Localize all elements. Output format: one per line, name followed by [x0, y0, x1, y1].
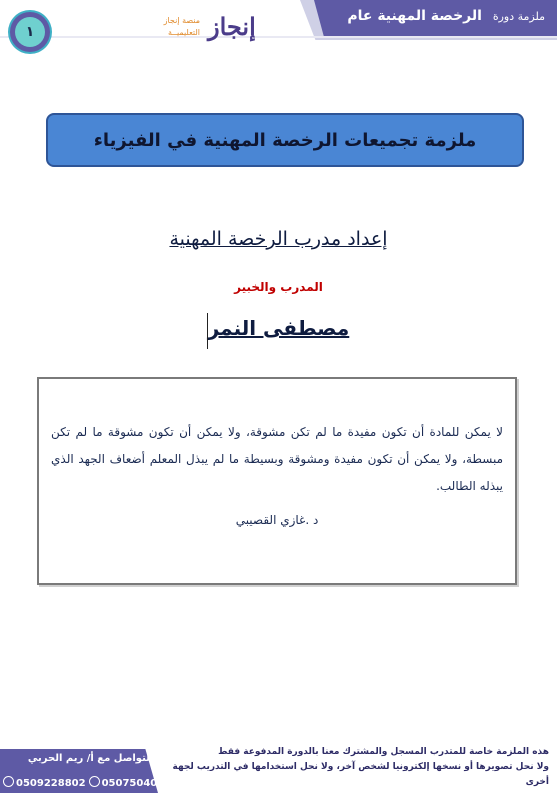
- page-number-badge: [10, 12, 50, 52]
- phone-number-2: 0507504044: [101, 778, 172, 789]
- quote-box: [37, 377, 517, 585]
- whatsapp-icon: [89, 776, 100, 787]
- title-box: [46, 113, 524, 167]
- contact-label: للتواصل مع أ/ ريم الحربي: [27, 753, 154, 764]
- header-title-text: الرخصة المهنية عام: [347, 8, 482, 24]
- header-subtitle: ملزمة دورة: [492, 10, 545, 23]
- header-title: [347, 8, 545, 24]
- logo-line1: منصة إنجاز: [163, 16, 200, 25]
- footer-notice-line1: هذه الملزمة خاصة للمتدرب المسجل والمشترك معنا بالدورة المدفوعة فقط: [218, 747, 549, 757]
- contact-phones: [3, 775, 171, 789]
- document-title: ملزمة تجميعات الرخصة المهنية في الفيزياء: [93, 129, 477, 151]
- page-number: ١: [15, 17, 45, 47]
- phone-number-1: 0509228802: [16, 778, 86, 789]
- trainer-role: المدرب والخبير: [234, 280, 323, 294]
- enjaz-logo: [150, 10, 256, 46]
- header-divider: [0, 36, 557, 38]
- logo-line2: التعليميــة: [167, 28, 200, 37]
- quote-author: د .غازي القصيبي: [235, 513, 319, 527]
- quote-text: لا يمكن للمادة أن تكون مفيدة ما لم تكن مشوقة، ولا يمكن أن تكون مشوقة ما لم تكن مبسطة، ولا يمكن أن تكون مفيدة ومشوقة وبسيطة ما لم يبذل المعلم أضعاف الجهد الذي يبذله الطالب.: [51, 425, 503, 493]
- phone-item-1[interactable]: [3, 775, 86, 789]
- text-cursor: [207, 313, 208, 349]
- phone-item-2[interactable]: [89, 775, 172, 789]
- whatsapp-icon: [3, 776, 14, 787]
- logo-word: إنجاز: [208, 12, 256, 41]
- prepared-by: إعداد مدرب الرخصة المهنية: [169, 228, 388, 250]
- footer-notice: [164, 745, 549, 790]
- trainer-name: مصطفى النمر: [207, 316, 350, 340]
- footer-notice-line2: ولا نحل تصويرها أو نسخها إلكترونيا لشخص آخر، ولا نحل استخدامها في التدريب لجهة أخرى: [172, 762, 549, 787]
